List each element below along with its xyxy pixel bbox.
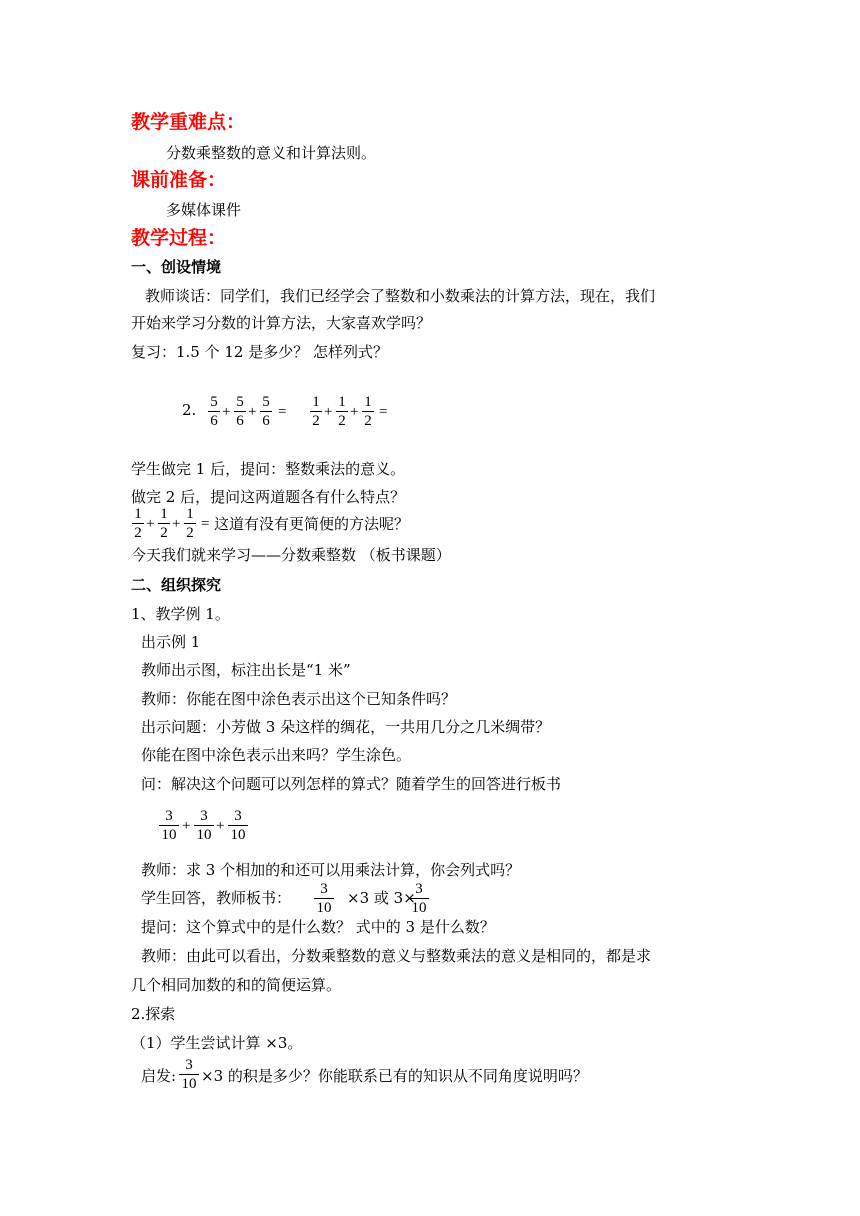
student-answer-label: 学生回答，教师板书： <box>141 889 292 907</box>
plus-sign: + <box>350 404 359 420</box>
item-2-label: 2. <box>182 401 197 419</box>
fraction-5-6: 5 6 <box>259 393 273 430</box>
fraction-3-10: 3 10 <box>313 880 335 917</box>
plus-sign: + <box>182 818 191 834</box>
fraction-3-10: 3 10 <box>408 880 430 917</box>
teacher-question-shade: 教师：你能在图中涂色表示出这个已知条件吗？ <box>141 690 457 708</box>
fraction-3-10: 3 10 <box>193 807 215 844</box>
fraction-1-2: 1 2 <box>309 393 323 430</box>
review-line: 复习：1.5 个 12 是多少？ 怎样列式？ <box>131 343 389 361</box>
plus-sign: + <box>146 516 155 532</box>
equals-sign: = <box>201 516 210 532</box>
times-3-or-3-times: ×3 或 3× <box>347 889 416 907</box>
simpler-method-question: 这道有没有更简便的方法呢？ <box>214 515 410 533</box>
section1-paragraph-line2: 开始来学习分数的计算方法，大家喜欢学吗？ <box>131 314 432 332</box>
plus-sign: + <box>248 404 257 420</box>
plus-sign: + <box>222 404 231 420</box>
heading-process: 教学过程： <box>131 227 227 249</box>
plus-sign: + <box>324 404 333 420</box>
ask-numbers: 提问：这个算式中的是什么数？ 式中的 3 是什么数？ <box>141 918 495 936</box>
teacher-shows-figure: 教师出示图，标注出长是“1 米” <box>141 661 351 679</box>
student-try-calculate: （1）学生尝试计算 ×3。 <box>131 1034 303 1052</box>
plus-sign: + <box>172 516 181 532</box>
fraction-1-2: 1 2 <box>183 505 197 542</box>
fraction-1-2: 1 2 <box>361 393 375 430</box>
conclusion-line2: 几个相同加数的和的简便运算。 <box>131 976 342 994</box>
fraction-3-10: 3 10 <box>178 1056 200 1093</box>
fraction-1-2: 1 2 <box>157 505 171 542</box>
conclusion-line1: 教师：由此可以看出，分数乘整数的意义与整数乘法的意义是相同的，都是求 <box>141 947 652 965</box>
today-topic: 今天我们就来学习——分数乘整数 （板书课题） <box>131 546 451 564</box>
fraction-5-6: 5 6 <box>233 393 247 430</box>
section1-title: 一、创设情境 <box>131 258 222 276</box>
heading-prep: 课前准备： <box>131 169 227 191</box>
explore-heading: 2.探索 <box>131 1005 176 1023</box>
show-example-1: 出示例 1 <box>141 633 201 651</box>
students-shade: 你能在图中涂色表示出来吗？学生涂色。 <box>141 746 412 764</box>
plus-sign: + <box>216 818 225 834</box>
equals-sign: = <box>278 404 287 420</box>
heading-key-points: 教学重难点： <box>131 111 246 133</box>
equals-sign: = <box>379 404 388 420</box>
after-item-1: 学生做完 1 后，提问：整数乘法的意义。 <box>131 460 406 478</box>
example-1-heading: 1、教学例 1。 <box>131 605 230 623</box>
key-points-text: 分数乘整数的意义和计算法则。 <box>166 144 377 162</box>
section1-paragraph-line1: 教师谈话：同学们，我们已经学会了整数和小数乘法的计算方法，现在，我们 <box>145 287 656 305</box>
show-problem: 出示问题：小芳做 3 朵这样的绸花，一共用几分之几米绸带？ <box>141 718 551 736</box>
section2-title: 二、组织探究 <box>131 576 222 594</box>
fraction-5-6: 5 6 <box>207 393 221 430</box>
ask-expression: 问：解决这个问题可以列怎样的算式？随着学生的回答进行板书 <box>141 775 562 793</box>
fraction-3-10: 3 10 <box>227 807 249 844</box>
hint-question: ×3 的积是多少？你能联系已有的知识从不同角度说明吗？ <box>201 1067 588 1085</box>
teacher-multiplication: 教师：求 3 个相加的和还可以用乘法计算，你会列式吗？ <box>141 861 521 879</box>
hint-label: 启发: <box>141 1067 177 1085</box>
fraction-3-10: 3 10 <box>158 807 180 844</box>
after-item-2: 做完 2 后，提问这两道题各有什么特点？ <box>131 488 406 506</box>
prep-text: 多媒体课件 <box>166 201 242 219</box>
fraction-1-2: 1 2 <box>335 393 349 430</box>
fraction-1-2: 1 2 <box>131 505 145 542</box>
